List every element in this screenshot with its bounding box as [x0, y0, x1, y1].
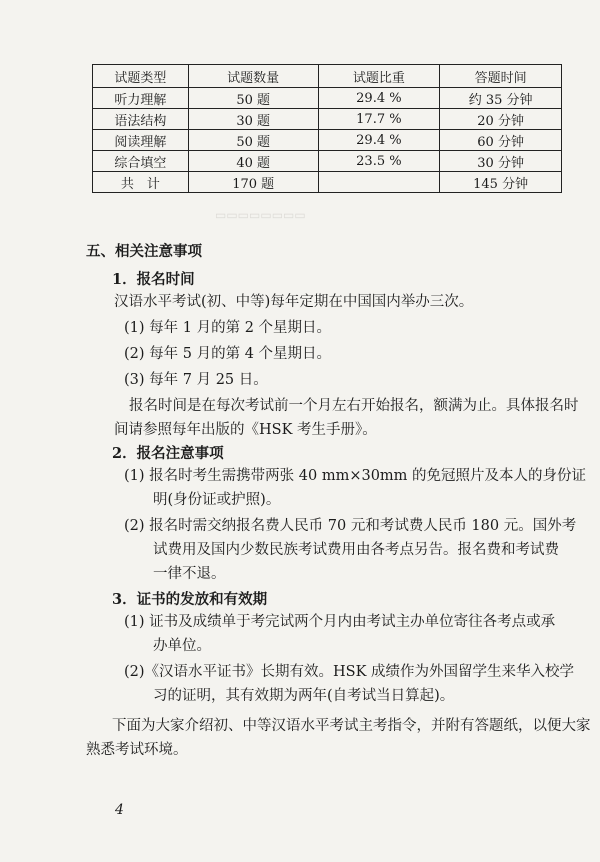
- list-item-continuation: 习的证明，其有效期为两年(自考试当日算起)。: [153, 688, 455, 704]
- table-cell: 20 分钟: [440, 109, 562, 130]
- column-header: 试题类型: [93, 65, 189, 88]
- list-item: (2) 报名时需交纳报名费人民币 70 元和考试费人民币 180 元。国外考: [124, 518, 577, 534]
- table-cell: 50 题: [188, 130, 318, 151]
- table-cell: 23.5 %: [318, 151, 440, 172]
- paragraph-line: 报名时间是在每次考试前一个月左右开始报名，额满为止。具体报名时: [129, 398, 579, 414]
- table-cell: 共 计: [93, 172, 189, 193]
- table-cell: [318, 172, 440, 193]
- list-item: (2) 每年 5 月的第 4 个星期日。: [124, 346, 332, 362]
- page-number: 4: [115, 802, 124, 818]
- table-cell: 语法结构: [93, 109, 189, 130]
- subsection-heading-registration-notes: 2．报名注意事项: [112, 445, 224, 462]
- table-cell: 29.4 %: [318, 130, 440, 151]
- column-header: 答题时间: [440, 65, 562, 88]
- column-header: 试题数量: [188, 65, 318, 88]
- table-cell: 40 题: [188, 151, 318, 172]
- subsection-heading-registration-time: 1．报名时间: [112, 271, 195, 288]
- exam-summary-table: [92, 64, 562, 193]
- table-cell: 60 分钟: [440, 130, 562, 151]
- table-total-row: [93, 172, 562, 193]
- paragraph-line: 汉语水平考试(初、中等)每年定期在中国国内举办三次。: [114, 294, 474, 310]
- subsection-heading-certificate: 3．证书的发放和有效期: [112, 591, 268, 608]
- table-row: [93, 151, 562, 172]
- section-heading: 五、相关注意事项: [86, 243, 202, 260]
- paragraph-line: 熟悉考试环境。: [86, 742, 188, 758]
- table-cell: 145 分钟: [440, 172, 562, 193]
- table-cell: 17.7 %: [318, 109, 440, 130]
- table-cell: 阅读理解: [93, 130, 189, 151]
- table-row: [93, 88, 562, 109]
- table-cell: 约 35 分钟: [440, 88, 562, 109]
- list-item: (1) 报名时考生需携带两张 40 mm×30mm 的免冠照片及本人的身份证: [124, 468, 587, 484]
- table-cell: 30 题: [188, 109, 318, 130]
- table-header-row: [93, 65, 562, 88]
- bleed-through-texture: ▭▭▭▭▭▭▭▭: [215, 208, 306, 222]
- list-item-continuation: 一律不退。: [153, 566, 226, 582]
- column-header: 试题比重: [318, 65, 440, 88]
- list-item-continuation: 试费用及国内少数民族考试费用由各考点另告。报名费和考试费: [153, 542, 559, 558]
- table-cell: 50 题: [188, 88, 318, 109]
- list-item: (2)《汉语水平证书》长期有效。HSK 成绩作为外国留学生来华入校学: [124, 664, 575, 680]
- paragraph-line: 间请参照每年出版的《HSK 考生手册》。: [114, 422, 377, 438]
- table-cell: 听力理解: [93, 88, 189, 109]
- table-cell: 170 题: [188, 172, 318, 193]
- table-cell: 29.4 %: [318, 88, 440, 109]
- list-item: (1) 每年 1 月的第 2 个星期日。: [124, 320, 332, 336]
- table-row: [93, 130, 562, 151]
- table-cell: 综合填空: [93, 151, 189, 172]
- table-cell: 30 分钟: [440, 151, 562, 172]
- list-item: (3) 每年 7 月 25 日。: [124, 372, 268, 388]
- list-item: (1) 证书及成绩单于考完试两个月内由考试主办单位寄往各考点或承: [124, 614, 556, 630]
- list-item-continuation: 办单位。: [153, 638, 211, 654]
- table-row: [93, 109, 562, 130]
- paragraph-line: 下面为大家介绍初、中等汉语水平考试主考指令，并附有答题纸，以便大家: [112, 718, 591, 734]
- list-item-continuation: 明(身份证或护照)。: [153, 492, 281, 508]
